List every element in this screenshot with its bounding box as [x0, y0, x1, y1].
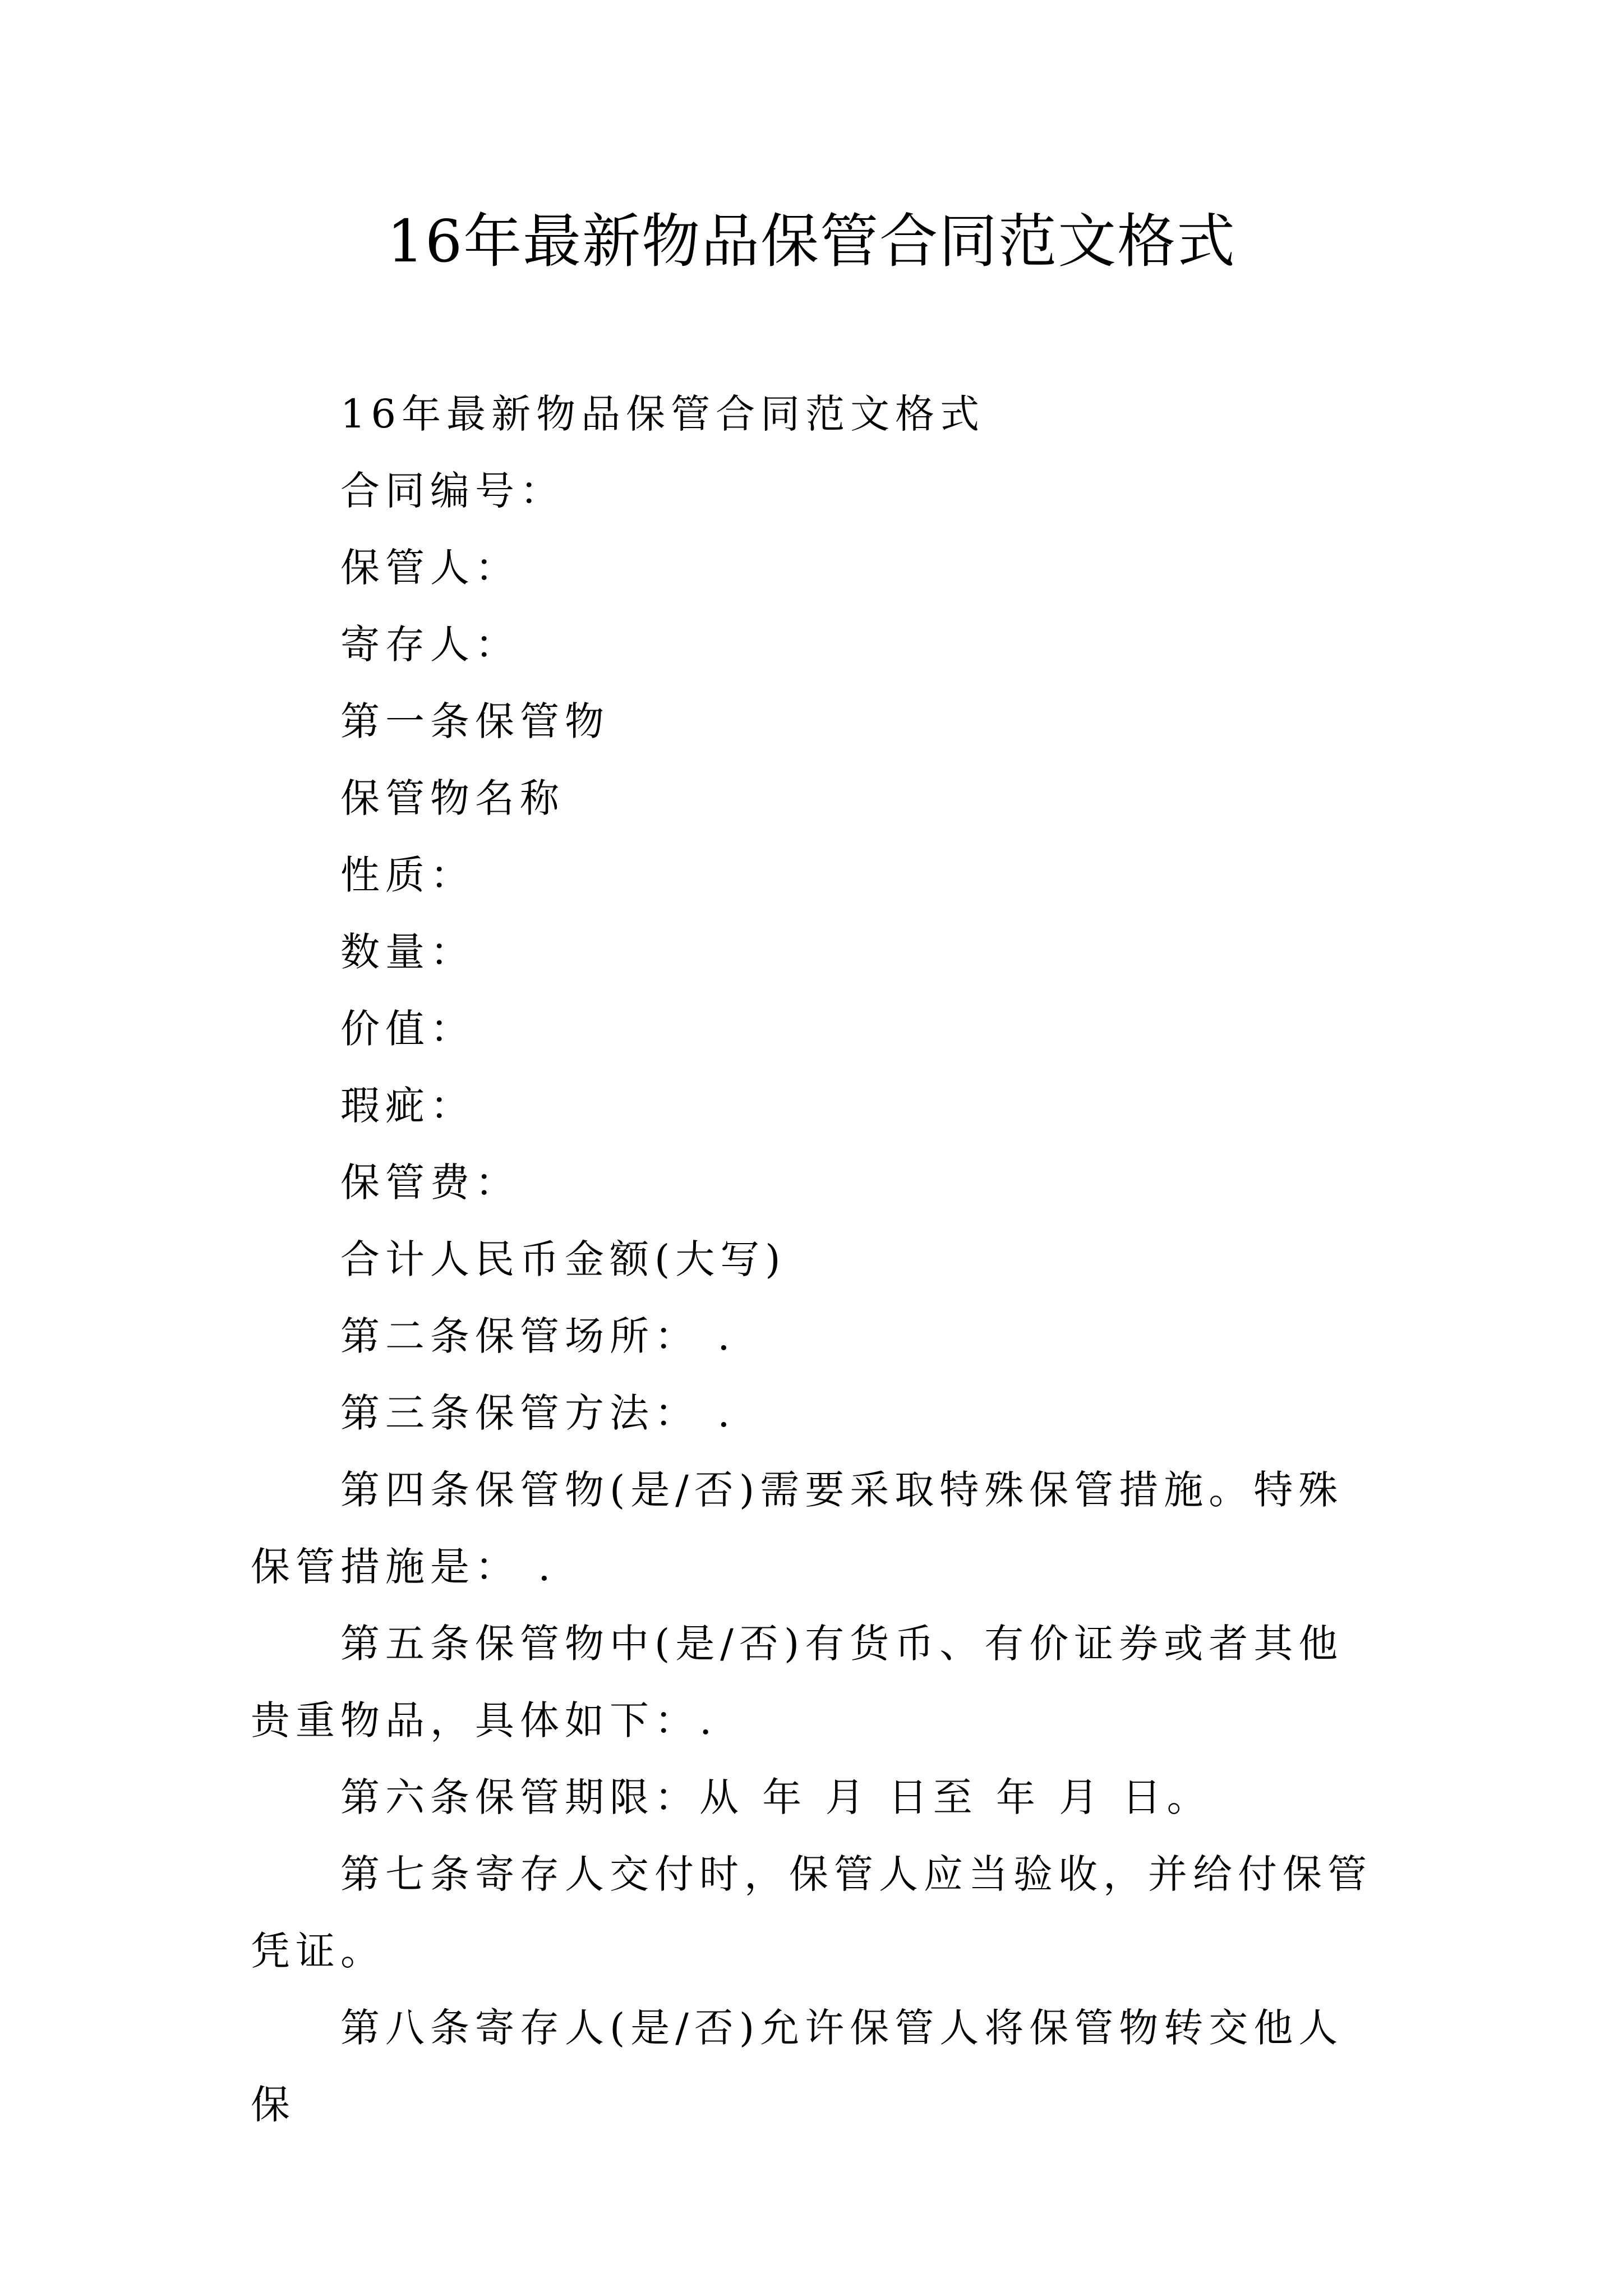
paragraph-custodian: 保管人： — [340, 545, 520, 591]
paragraph-article-7: 第七条寄存人交付时，保管人应当验收，并给付保管凭证。 — [251, 1851, 1372, 1974]
paragraph-article-8: 第八条寄存人(是/否)允许保管人将保管物转交他人保 — [251, 2005, 1344, 2128]
paragraph-article-6: 第六条保管期限：从 年 月 日至 年 月 日。 — [340, 1774, 1212, 1820]
paragraph-defects: 瑕疵： — [340, 1083, 475, 1129]
paragraph-heading: 16年最新物品保管合同范文格式 — [340, 391, 985, 437]
paragraph-article-4: 第四条保管物(是/否)需要采取特殊保管措施。特殊保管措施是： . — [251, 1467, 1344, 1590]
paragraph-item-name: 保管物名称 — [340, 775, 565, 821]
paragraph-contract-number: 合同编号： — [340, 468, 565, 514]
document-title: 16年最新物品保管合同范文格式 — [386, 207, 1237, 275]
paragraph-quantity: 数量： — [340, 929, 475, 975]
paragraph-depositor: 寄存人： — [340, 622, 520, 668]
paragraph-article-2: 第二条保管场所： . — [340, 1313, 736, 1359]
paragraph-nature: 性质： — [340, 852, 475, 898]
paragraph-fee: 保管费： — [340, 1159, 520, 1205]
paragraph-article-1: 第一条保管物 — [340, 698, 610, 744]
document-body — [251, 376, 1378, 2143]
paragraph-value: 价值： — [340, 1006, 475, 1052]
paragraph-total-amount: 合计人民币金额(大写) — [340, 1236, 786, 1282]
paragraph-article-5: 第五条保管物中(是/否)有货币、有价证券或者其他贵重物品，具体如下：. — [251, 1621, 1344, 1743]
paragraph-article-3: 第三条保管方法： . — [340, 1390, 736, 1436]
